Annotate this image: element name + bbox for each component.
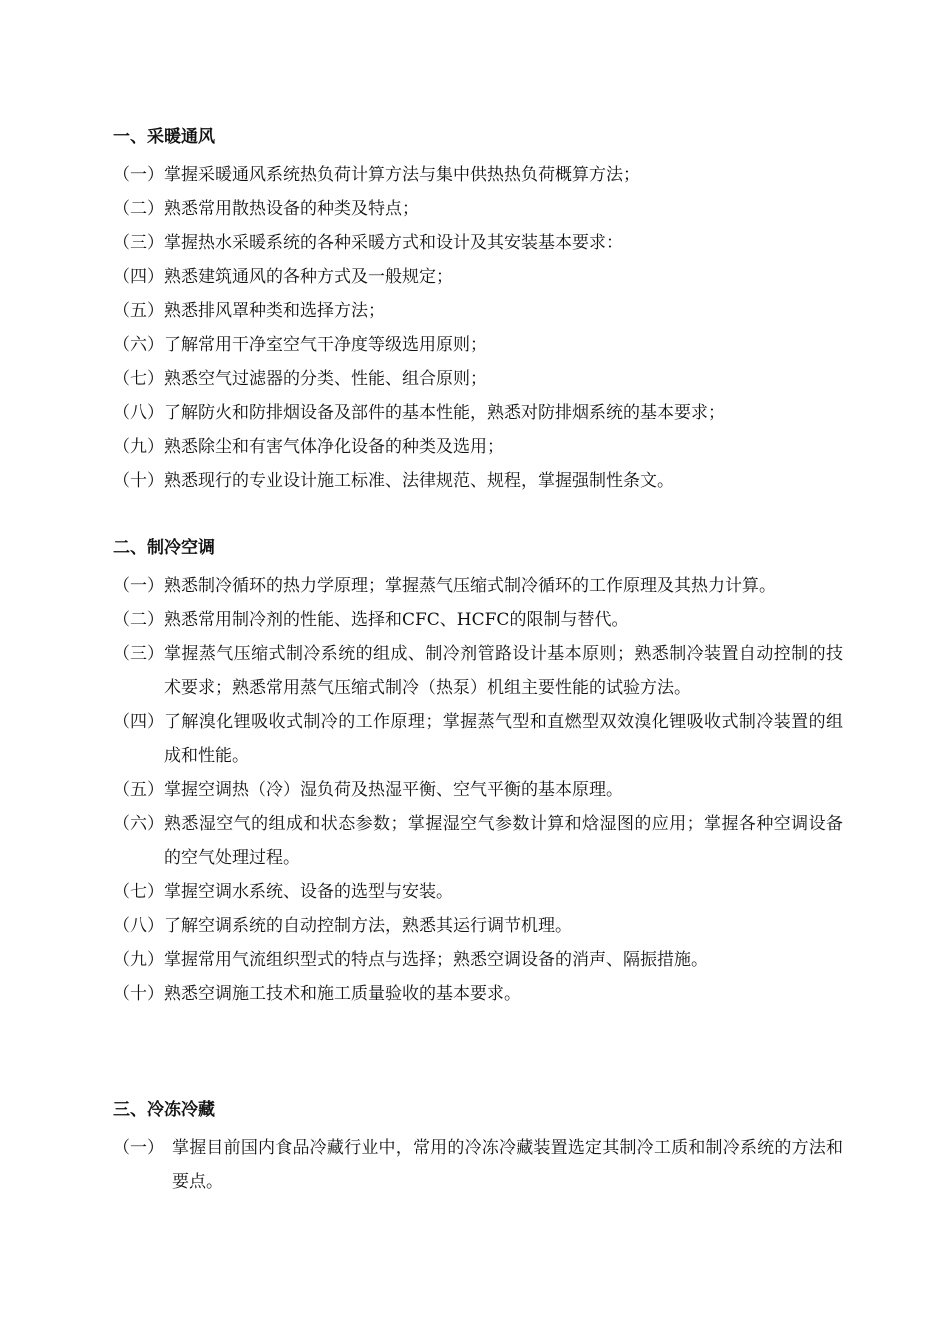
list-item [113,909,843,943]
list-item [113,773,843,807]
item-number: （六） [113,814,164,834]
item-text: 掌握目前国内食品冷藏行业中，常用的冷冻冷藏装置选定其制冷工质和制冷系统的方法和要点。 [172,1138,843,1192]
section-heating-ventilation [113,124,843,498]
item-text: 了解空调系统的自动控制方法，熟悉其运行调节机理。 [164,916,572,936]
item-number: （七） [113,369,164,389]
item-text: 掌握热水采暖系统的各种采暖方式和设计及其安装基本要求： [164,233,623,253]
list-item [113,158,843,192]
item-text: 熟悉空气过滤器的分类、性能、组合原则； [164,369,487,389]
list-item [113,977,843,1011]
list-item [113,192,843,226]
item-number: （三） [113,644,164,664]
list-item [113,464,843,498]
item-text: 熟悉排风罩种类和选择方法； [164,301,385,321]
list-item [113,603,843,637]
item-text: 了解防火和防排烟设备及部件的基本性能，熟悉对防排烟系统的基本要求； [164,403,725,423]
list-item [113,637,843,705]
item-text: 掌握空调热（冷）湿负荷及热湿平衡、空气平衡的基本原理。 [164,780,623,800]
item-text: 熟悉常用散热设备的种类及特点； [164,199,419,219]
list-item [113,705,843,773]
section-heading: 二、制冷空调 [113,538,215,558]
item-number: （四） [113,267,164,287]
item-number: （六） [113,335,164,355]
item-number: （九） [113,950,164,970]
section-cold-storage [113,1097,843,1199]
item-number: （一） [113,1138,164,1158]
item-number: （十） [113,471,164,491]
item-number: （八） [113,916,164,936]
item-text: 熟悉现行的专业设计施工标准、法律规范、规程，掌握强制性条文。 [164,471,674,491]
item-number: （五） [113,301,164,321]
item-text: 熟悉湿空气的组成和状态参数；掌握湿空气参数计算和焓湿图的应用；掌握各种空调设备的空气处理过程。 [164,814,843,868]
item-number: （二） [113,610,164,630]
item-text: 掌握蒸气压缩式制冷系统的组成、制冷剂管路设计基本原则；熟悉制冷装置自动控制的技术要求；熟悉常用蒸气压缩式制冷（热泵）机组主要性能的试验方法。 [164,644,843,698]
item-number: （四） [113,712,164,732]
item-number: （五） [113,780,164,800]
item-text: 了解溴化锂吸收式制冷的工作原理；掌握蒸气型和直燃型双效溴化锂吸收式制冷装置的组成和性能。 [164,712,843,766]
list-item [113,807,843,875]
list-item [113,875,843,909]
item-number: （九） [113,437,164,457]
item-number: （一） [113,165,164,185]
item-number: （三） [113,233,164,253]
item-number: （二） [113,199,164,219]
list-item [113,226,843,260]
list-item [113,430,843,464]
item-number: （八） [113,403,164,423]
list-item [113,569,843,603]
item-text: 熟悉建筑通风的各种方式及一般规定； [164,267,453,287]
item-text: 了解常用干净室空气干净度等级选用原则； [164,335,487,355]
list-item [113,294,843,328]
item-text: 掌握采暖通风系统热负荷计算方法与集中供热热负荷概算方法； [164,165,640,185]
list-item [113,260,843,294]
section-refrigeration-ac [113,535,843,1011]
list-item [113,362,843,396]
item-number: （七） [113,882,164,902]
section-heading: 三、冷冻冷藏 [113,1100,215,1120]
item-text: 掌握空调水系统、设备的选型与安装。 [164,882,453,902]
list-item [113,1131,843,1199]
item-text: 掌握常用气流组织型式的特点与选择；熟悉空调设备的消声、隔振措施。 [164,950,708,970]
item-text: 熟悉制冷循环的热力学原理；掌握蒸气压缩式制冷循环的工作原理及其热力计算。 [164,576,776,596]
item-text: 熟悉除尘和有害气体净化设备的种类及选用； [164,437,504,457]
list-item [113,943,843,977]
item-text: 熟悉空调施工技术和施工质量验收的基本要求。 [164,984,521,1004]
list-item [113,328,843,362]
item-number: （十） [113,984,164,1004]
item-number: （一） [113,576,164,596]
item-text: 熟悉常用制冷剂的性能、选择和CFC、HCFC的限制与替代。 [164,610,629,630]
list-item [113,396,843,430]
section-heading: 一、采暖通风 [113,127,215,147]
